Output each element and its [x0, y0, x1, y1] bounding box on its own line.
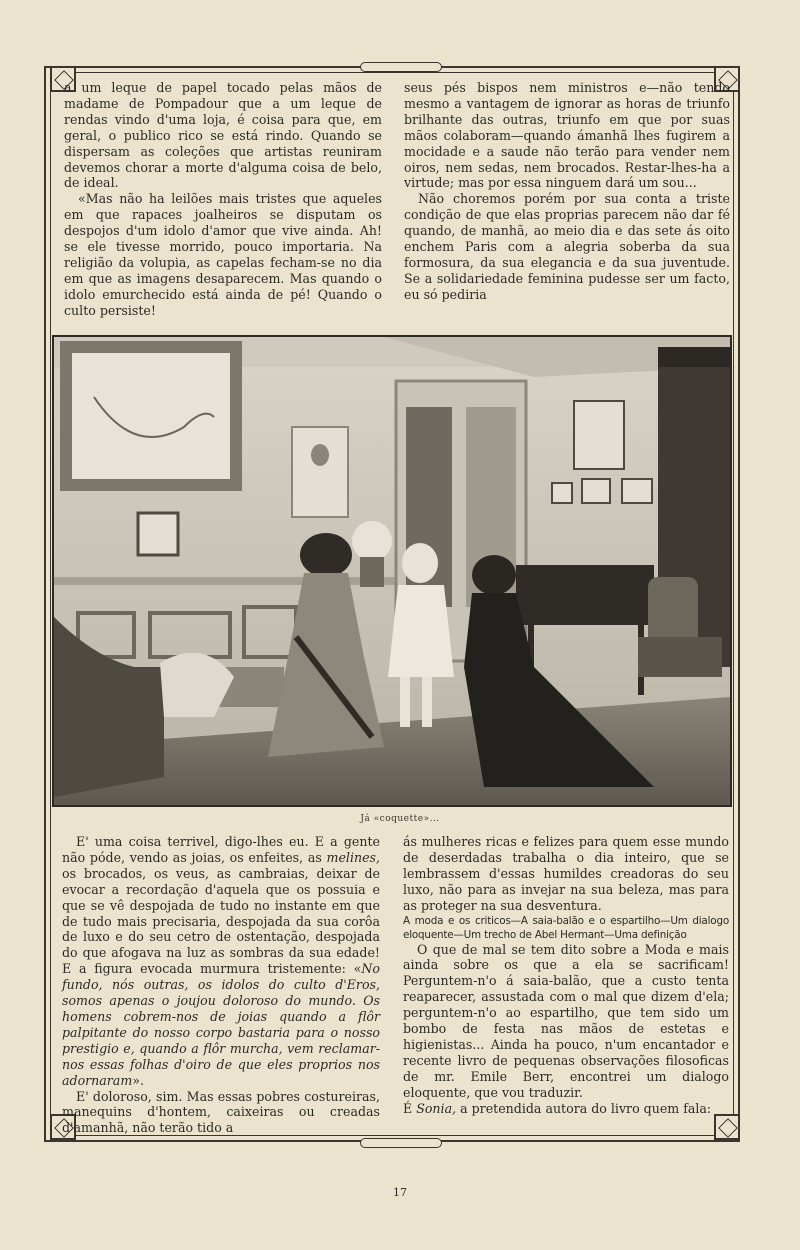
scroll-ornament	[360, 62, 442, 72]
text-run: E' uma coisa terrivel, digo-lhes eu. E a gente não póde, vendo as joias, os enfeites, as	[62, 834, 380, 865]
paragraph: seus pés bispos nem ministros e—não tendo mesmo a vantagem de ignorar as horas de triunfo brilhante das outras, triunfo em que por suas mãos colaboram—quando ámanhã lhes fugirem a mocidade e a saude não terão para vender nem oiros, nem sedas, nem brocados. Restar-lhes-ha a virtude; mas por essa ninguem dará um sou...	[404, 80, 730, 191]
text-run: É	[403, 1100, 413, 1116]
bottom-left-column	[62, 834, 380, 1136]
top-left-column	[64, 80, 382, 319]
paragraph	[62, 834, 380, 1089]
section-subheading: A moda e os criticos—A saia-balão e o espartilho—Um dialogo eloquente—Um trecho de Abel Hermant—Uma definição	[403, 914, 729, 941]
interior-photograph	[52, 335, 732, 807]
italic-text: Sonia,	[416, 1100, 457, 1116]
text-run: ».	[132, 1072, 144, 1088]
page-number: 17	[393, 1186, 407, 1199]
italic-text: melines,	[326, 849, 380, 865]
paragraph: «Mas não ha leilões mais tristes que aqueles em que rapaces joalheiros se disputam os despojos d'um idolo d'amor que vive ainda. Ah! se ele tivesse morrido, pouco importaria. Na religião da volupia, as capelas fecham-se no dia em que as imagens desaparecem. Mas quando o idolo emurchecido está ainda de pé! Quando o culto persiste!	[64, 191, 382, 318]
paragraph	[403, 1101, 729, 1117]
photo-caption: Já «coquette»...	[360, 814, 440, 824]
paragraph: O que de mal se tem dito sobre a Moda e mais ainda sobre os que a ela se sacrificam! Perguntem-n'o á saia-balão, que a custo tenta reaparecer, assustada com o mal que dizem d'ela; perguntem-n'o ao espartilho, que tem sido um bombo de festa nas mãos de estetas e higienistas... Ainda ha pouco, n'um encantador e recente livro de pequenas observações filosoficas de mr. Emile Berr, encontrei um dialogo eloquente, que vou traduzir.	[403, 941, 729, 1100]
italic-quote: No fundo, nós outras, os idolos do culto d'Eros, somos apenas o joujou doloroso do mundo. Os homens cobrem-nos de joias quando a flôr palpitante do nosso corpo bastaria para o nosso prestigio e, quando a flôr murcha, vem reclamar-nos essas folhas d'oiro de que eles proprios nos adornaram	[62, 961, 380, 1088]
top-right-column	[404, 80, 730, 303]
paragraph: Não choremos porém por sua conta a triste condição de que elas proprias parecem não dar fé quando, de manhã, ao meio dia e das sete ás oito enchem Paris com a alegria soberba da sua formosura, da sua elegancia e da sua juventude. Se a solidariedade feminina pudesse ser um facto, eu só pediria	[404, 191, 730, 302]
corner-ornament	[714, 1114, 740, 1140]
paragraph: E' doloroso, sim. Mas essas pobres costureiras, manequins d'hontem, caixeiras ou creadas d'amanhã, não terão tido a	[62, 1088, 380, 1136]
paragraph: ás mulheres ricas e felizes para quem esse mundo de deserdadas trabalha o dia inteiro, que se lembrassem d'essas humildes creadoras do seu luxo, não para as invejar na sua beleza, mas para as proteger na sua desventura.	[403, 834, 729, 913]
scroll-ornament	[360, 1138, 442, 1148]
text-run: a pretendida autora do livro quem fala:	[460, 1100, 712, 1116]
paragraph: a um leque de papel tocado pelas mãos de madame de Pompadour que a um leque de rendas vindo d'uma loja, é coisa para que, em geral, o publico rico se está rindo. Quando se dispersam as coleções que artistas reuniram devemos chorar a morte d'alguma coisa de belo, de ideal.	[64, 80, 382, 191]
text-run: os brocados, os veus, as cambraias, deixar de evocar a recordação d'aquela que os possuia e que se vê despojada de tudo no instante em que de tudo mais precisaria, despojada da sua corôa de luxo e do seu cetro de ostentação, despojada do que afogava na luz as sombras da sua edade! E a figura evocada murmura tristemente: «	[62, 865, 380, 977]
photo-illustration	[54, 337, 730, 805]
bottom-right-column	[403, 834, 729, 1117]
